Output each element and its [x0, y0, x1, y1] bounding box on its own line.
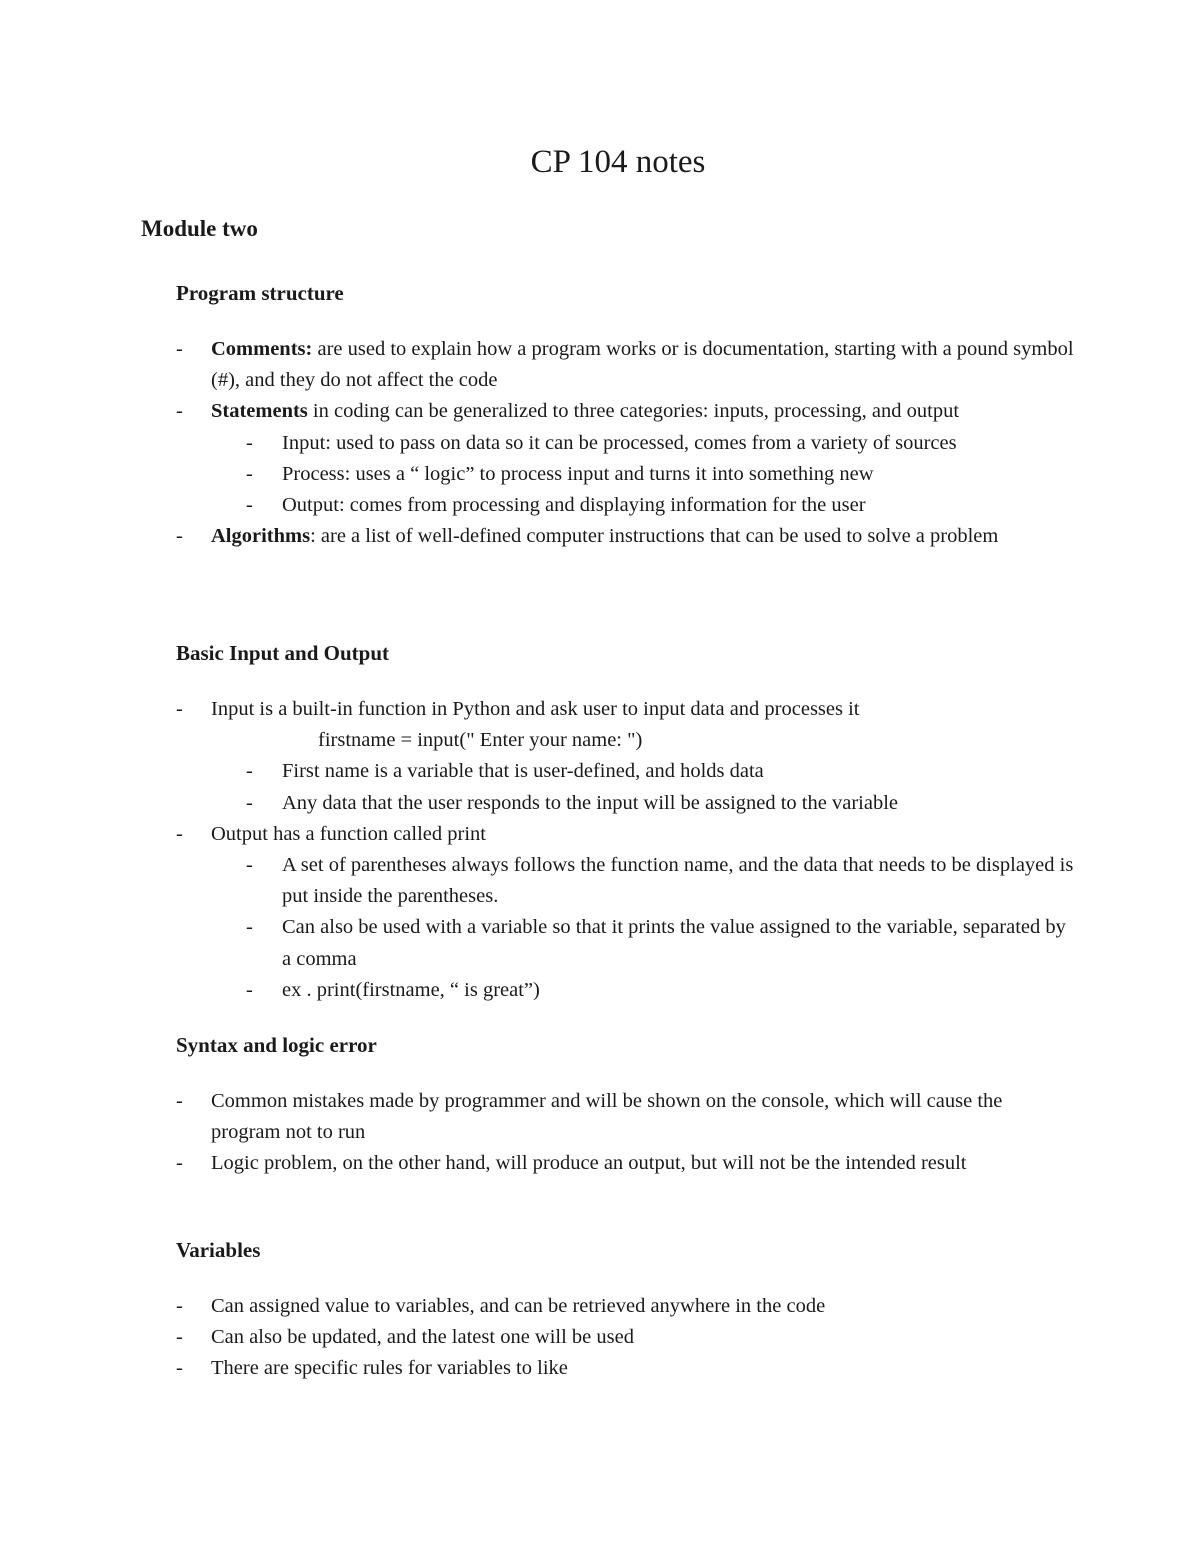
list-item: - Logic problem, on the other hand, will produce an output, but will not be the intended result [176, 1148, 1076, 1179]
sub-list-item: - Process: uses a “ logic” to process input and turns it into something new [246, 459, 1076, 490]
sub-list-item: - First name is a variable that is user-defined, and holds data [246, 756, 1076, 787]
item-text: in coding can be generalized to three categories: inputs, processing, and output [307, 400, 960, 423]
list-item: - Common mistakes made by programmer and will be shown on the console, which will cause the program not to run [176, 1086, 1076, 1148]
bullet-list [176, 694, 1076, 1006]
section-heading: Syntax and logic error [176, 1033, 377, 1057]
bullet-list [176, 334, 1076, 552]
module-heading: Module two [141, 216, 258, 241]
sub-list [211, 428, 1076, 522]
item-text: are used to explain how a program works or is documentation, starting with a pound symbol (#), and they do not affect the code [211, 338, 1074, 392]
item-text: Input is a built-in function in Python and ask user to input data and processes it [211, 698, 860, 720]
sub-list-item: - Can also be used with a variable so that it prints the value assigned to the variable, separated by a comma [246, 912, 1076, 974]
section-program-structure [176, 278, 1076, 552]
list-item: - Can also be updated, and the latest one will be used [176, 1322, 1076, 1353]
section-basic-io [176, 638, 1076, 1006]
term: Statements [211, 400, 308, 423]
sub-list [211, 850, 1076, 1006]
list-item: - There are specific rules for variables to like [176, 1353, 1076, 1384]
term: Comments: [211, 338, 313, 360]
sub-list-item: - A set of parentheses always follows the function name, and the data that needs to be displayed is put inside the parentheses. [246, 850, 1076, 912]
sub-list [211, 756, 1076, 818]
sub-list-item: - ex . print(firstname, “ is great”) [246, 975, 1076, 1006]
section-variables [176, 1235, 1076, 1385]
list-item [176, 521, 1076, 552]
bullet-list [176, 1086, 1076, 1180]
section-syntax-logic [176, 1030, 1076, 1180]
section-heading: Variables [176, 1238, 261, 1262]
sub-list-item: - Output: comes from processing and displaying information for the user [246, 490, 1076, 521]
code-example: firstname = input(" Enter your name: ") [318, 729, 643, 752]
section-heading: Program structure [176, 281, 344, 305]
list-item [176, 694, 1076, 819]
item-text: Output has a function called print [211, 822, 486, 845]
section-heading: Basic Input and Output [176, 641, 390, 665]
list-item [176, 396, 1076, 521]
list-item: - Can assigned value to variables, and can be retrieved anywhere in the code [176, 1291, 1076, 1322]
item-text: : are a list of well-defined computer instructions that can be used to solve a problem [310, 525, 999, 548]
bullet-list [176, 1291, 1076, 1385]
sub-list-item: - Any data that the user responds to the input will be assigned to the variable [246, 788, 1076, 819]
sub-list-item: - Input: used to pass on data so it can be processed, comes from a variety of sources [246, 428, 1076, 459]
list-item [176, 819, 1076, 1006]
page-title: CP 104 notes [530, 144, 706, 180]
list-item [176, 334, 1076, 396]
term: Algorithms [211, 525, 311, 548]
